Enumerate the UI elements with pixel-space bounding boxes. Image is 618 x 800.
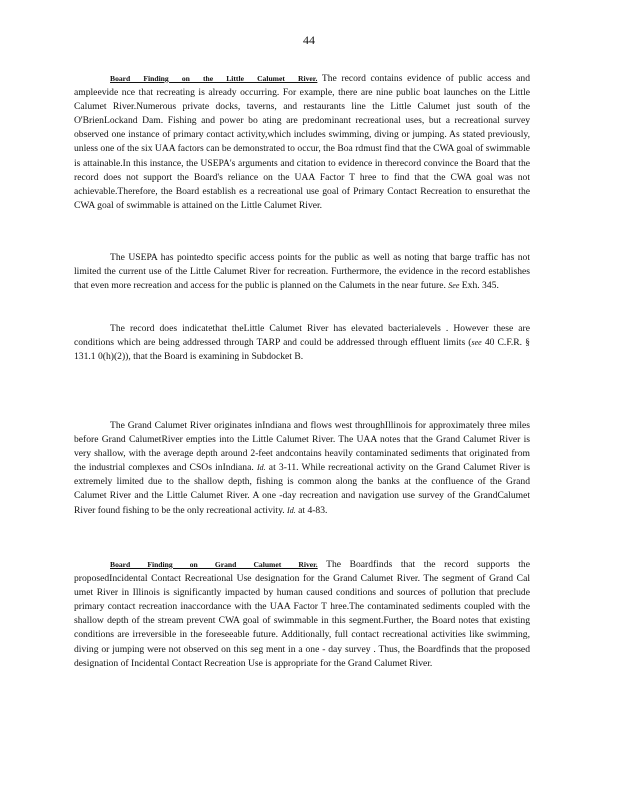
- citation-id: Id.: [287, 505, 296, 515]
- usepa-access-text: The USEPA has pointedto specific access points for the public as well as noting that barge traffic has not limited the current use of the Little Calumet River for recreation. Furthermore, the evidence in the record establishes that even more recreation and access for the public is planned on the Calumets in the near future.: [74, 252, 530, 292]
- page-number: 44: [303, 33, 315, 47]
- little-calumet-finding-text: The record contains evidence of public access and ampleevide nce that recreating is already occurring. For example, there are nine public boat launches on the Little Calumet River.Numerous private docks, taverns, and restaurants line the Little Calumet just south of the O'BrienLockand Dam. Fishing and power bo ating are predominant recreational uses, but a recreational survey observed one instance of primary contact activity,which includes swimming, diving or jumping. As stated previously, unless one of the six UAA factors can be demonstrated to occur, the Boa rdmust find that the CWA goal of swimmable is attainable.In this instance, the USEPA's arguments and citation to evidence in therecord convince the Board that the record does not support the Board's reliance on the UAA Factor T hree to find that the CWA goal was not achievable.Therefore, the Board establish es a recreational use goal of Primary Contact Recreation to ensurethat the CWA goal of swimmable is attained on the Little Calumet River.: [74, 73, 531, 211]
- bacteria-levels-text: The record does indicatethat theLittle Calumet River has elevated bacterialevels . However these are conditions which are being addressed through TARP and could be addressed through effluent limits (: [74, 323, 530, 349]
- grand-calumet-citation: at 4-83.: [295, 504, 328, 516]
- paragraph-grand-calumet-description: [74, 419, 530, 518]
- grand-calumet-finding-heading: Board Finding on Grand Calumet River.: [110, 560, 318, 569]
- citation-id: Id.: [256, 463, 266, 473]
- paragraph-grand-calumet-finding: [74, 558, 530, 671]
- paragraph-bacteria-levels: [74, 322, 530, 364]
- usepa-access-citation: Exh. 345.: [459, 280, 499, 292]
- paragraph-usepa-access: [74, 251, 530, 293]
- citation-signal: See: [448, 281, 460, 291]
- little-calumet-finding-heading: Board Finding on the Little Calumet River.: [110, 74, 318, 83]
- grand-calumet-finding-text: The Boardfinds that the record supports the proposedIncidental Contact Recreational Use designation for the Grand Calumet River. The segment of Grand Cal umet River in Illinois is significantly impacted by human caused conditions and sources of pollution that preclude primary contact recreation inaccordance with the UAA Factor T hree.The contaminated sediments coupled with the shallow depth of the stream prevent CWA goal of swimmable in this segment.Further, the Board notes that existing conditions are irreversible in the foreseeable future. Additionally, full contact recreational activities like swimming, diving or jumping were not observed on this seg ment in a one - day survey . Thus, the Boardfinds that the proposed designation of Incidental Contact Recreation Use is appropriate for the Grand Calumet River.: [74, 559, 530, 669]
- bacteria-levels-citation: 40 C.F.R. § 131.1 0(h)(2)), that the Board is examining in Subdocket B.: [74, 337, 530, 363]
- grand-calumet-text-mid: at 3-11. While recreational activity on the Grand Calumet River is extremely limited due to the shallow depth, fishing is common along the banks at the confluence of the Grand Calumet River and the Little Calumet River. A one -day recreation and navigation use survey of the GrandCalumet River found fishing to be the only recreational activity.: [74, 462, 530, 516]
- paragraph-little-calumet-finding: [74, 72, 530, 213]
- citation-signal: see: [471, 338, 482, 348]
- grand-calumet-text: The Grand Calumet River originates inIndiana and flows west throughIllinois for approximately three miles before Grand CalumetRiver empties into the Little Calumet River. The UAA notes that the Grand Calumet River is very shallow, with the average depth around 2-feet andcontains heavily contaminated sediments that originated from the industrial complexes and CSOs inIndiana.: [74, 420, 530, 474]
